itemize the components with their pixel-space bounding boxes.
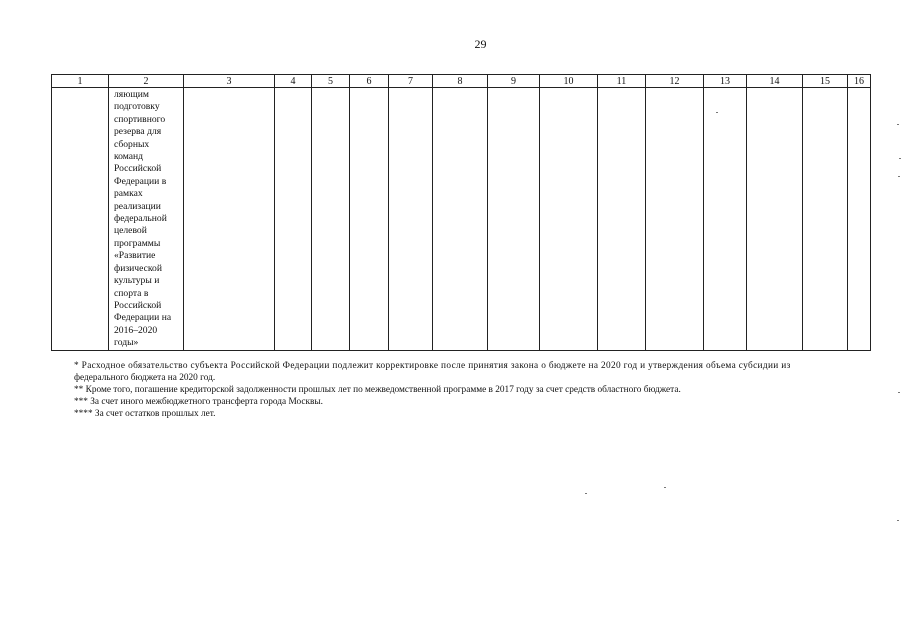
scan-speck [899,158,901,159]
table-cell [433,88,488,351]
scan-speck [664,487,666,488]
column-header: 12 [646,75,704,88]
column-header: 10 [540,75,598,88]
program-name-line: сборных [114,138,150,150]
budget-table [51,74,871,351]
program-name-line: команд [114,151,144,163]
table-cell [747,88,803,351]
table-cell [350,88,389,351]
header-row [52,75,871,88]
table-cell [184,88,275,351]
column-header: 1 [52,75,109,88]
program-name-line: реализации [114,200,161,212]
footnote-3: *** За счет иного межбюджетного трансферта города Москвы. [74,397,323,407]
column-header: 7 [389,75,433,88]
footnote-1-continuation: федерального бюджета на 2020 год. [74,373,216,383]
column-header: 16 [848,75,871,88]
program-name-line: Российской [114,163,162,175]
table-cell [803,88,848,351]
table-cell [389,88,433,351]
program-name-line: годы» [114,337,139,349]
table-cell [52,88,109,351]
program-name-line: Российской [114,299,162,311]
program-name-line: физической [114,262,162,274]
table-cell [312,88,350,351]
table-cell [848,88,871,351]
column-header: 8 [433,75,488,88]
column-header: 9 [488,75,540,88]
table-cell [275,88,312,351]
column-header: 4 [275,75,312,88]
column-header: 11 [598,75,646,88]
column-header: 13 [704,75,747,88]
column-header: 14 [747,75,803,88]
program-name-line: подготовку [114,101,160,113]
column-header: 15 [803,75,848,88]
footnote-1: * Расходное обязательство субъекта Российской Федерации подлежит корректировке после принятия закона о бюджете на 2020 год и утверждения объема субсидии из [74,361,791,371]
footnote-4: **** За счет остатков прошлых лет. [74,409,216,419]
table-cell [704,88,747,351]
program-name-line: федеральной [114,213,167,225]
program-name-line: спорта в [114,287,149,299]
program-name-line: рамках [114,188,143,200]
program-name-line: целевой [114,225,147,237]
program-name-line: Федерации на [114,312,172,324]
footnote-2: ** Кроме того, погашение кредиторской задолженности прошлых лет по межведомственной программе в 2017 году за счет средств областного бюджета. [74,385,681,395]
column-header: 2 [109,75,184,88]
table-cell [488,88,540,351]
scan-speck [897,124,899,125]
scan-speck [898,176,900,177]
table-cell [540,88,598,351]
scan-speck [716,112,718,113]
column-header: 5 [312,75,350,88]
page-number: 29 [474,37,487,51]
scan-speck [897,520,899,521]
program-name-line: резерва для [114,126,162,138]
column-header: 6 [350,75,389,88]
footnotes [74,360,874,420]
program-name-line: ляющим [114,89,149,100]
scan-speck [585,493,587,494]
table-cell [598,88,646,351]
program-name-line: программы [114,237,161,249]
table-row [52,88,871,351]
scan-speck [898,392,900,393]
program-name-cell [109,88,184,351]
program-name-line: «Развитие [114,250,156,262]
program-name-line: спортивного [114,113,166,125]
table-cell [646,88,704,351]
program-name-line: 2016–2020 [114,324,158,336]
program-name-line: культуры и [114,275,160,287]
column-header: 3 [184,75,275,88]
program-name-line: Федерации в [114,175,167,187]
